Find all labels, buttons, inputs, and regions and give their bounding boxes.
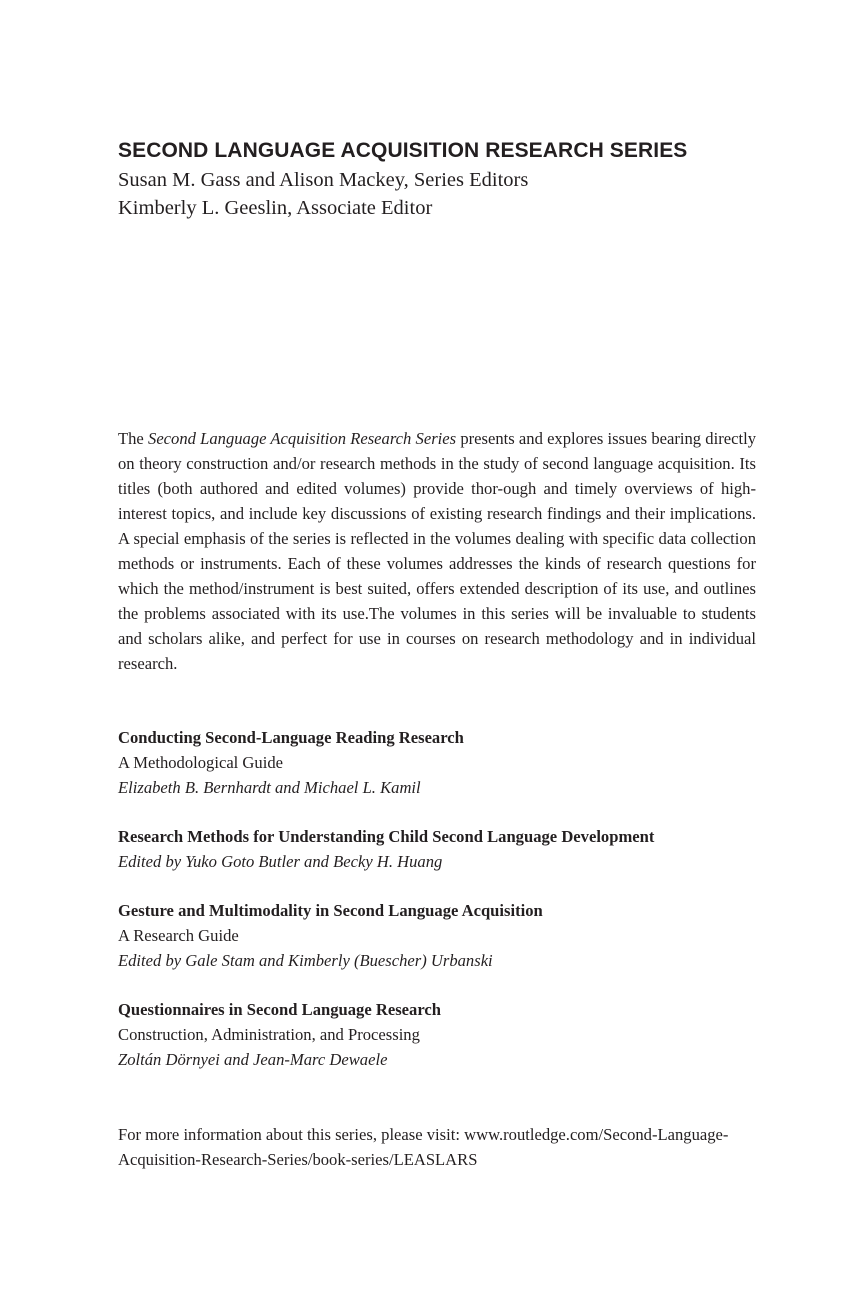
book-subtitle: A Research Guide [118, 926, 239, 945]
book-entry [118, 824, 756, 874]
book-subtitle: A Methodological Guide [118, 753, 283, 772]
description-intro: The [118, 429, 149, 448]
series-website-link[interactable]: www.routledge.com/Second-Language-Acquisition-Research-Series/book-series/LEASLARS [118, 1125, 729, 1169]
book-authors: Zoltán Dörnyei and Jean-Marc Dewaele [118, 1050, 388, 1069]
book-title: Research Methods for Understanding Child Second Language Development [118, 827, 655, 846]
book-subtitle: Construction, Administration, and Processing [118, 1025, 420, 1044]
description-series-name: Second Language Acquisition Research Series [148, 429, 457, 448]
book-list [118, 725, 756, 1096]
book-entry [118, 997, 756, 1072]
book-authors: Elizabeth B. Bernhardt and Michael L. Kamil [118, 778, 421, 797]
book-title: Conducting Second-Language Reading Research [118, 728, 464, 747]
book-authors: Edited by Yuko Goto Butler and Becky H. Huang [118, 852, 443, 871]
more-info [118, 1122, 760, 1172]
description-body: presents and explores issues bearing directly on theory construction and/or research methods in the study of second language acquisition. Its titles (both authored and edited volumes) provide thor-ough and timely overviews of high-interest topics, and include key discussions of existing research findings and their implications. A special emphasis of the series is reflected in the volumes dealing with specific data collection methods or instruments. Each of these volumes addresses the kinds of research questions for which the method/instrument is best suited, offers extended description of its use, and outlines the problems associated with its use.The volumes in this series will be invaluable to students and scholars alike, and perfect for use in courses on research methodology and in individual research. [118, 429, 756, 673]
book-entry [118, 898, 756, 973]
series-editors: Susan M. Gass and Alison Mackey, Series Editors [118, 169, 529, 191]
book-title: Questionnaires in Second Language Research [118, 1000, 441, 1019]
more-info-prefix: For more information about this series, please visit: [118, 1125, 465, 1144]
book-entry [118, 725, 756, 800]
series-title: SECOND LANGUAGE ACQUISITION RESEARCH SERIES [118, 139, 688, 162]
series-description [118, 426, 756, 676]
book-authors: Edited by Gale Stam and Kimberly (Buescher) Urbanski [118, 951, 493, 970]
series-header [118, 136, 758, 222]
associate-editor: Kimberly L. Geeslin, Associate Editor [118, 197, 433, 219]
book-title: Gesture and Multimodality in Second Language Acquisition [118, 901, 543, 920]
